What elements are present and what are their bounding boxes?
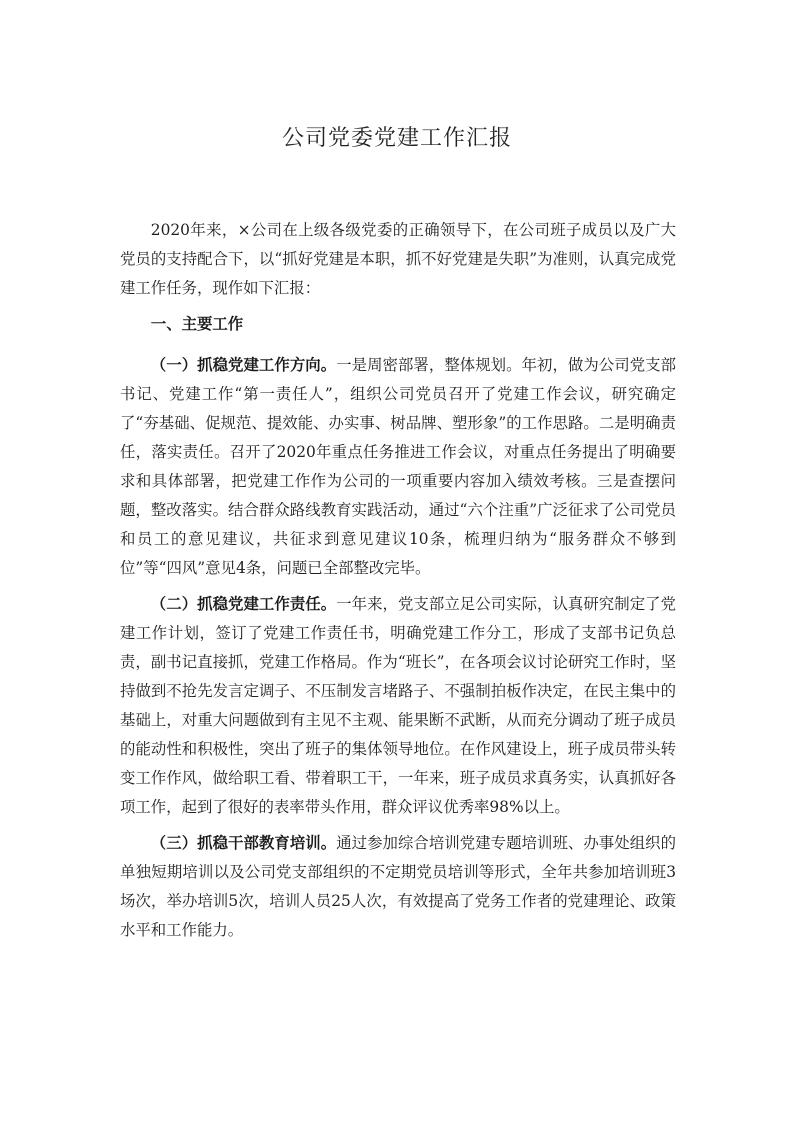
item-paragraph-3	[120, 829, 676, 945]
item-text-3: 通过参加综合培训党建专题培训班、办事处组织的单独短期培训以及公司党支部组织的不定期党员培训等形式，全年共参加培训班3场次，举办培训5次，培训人员25人次，有效提高了党务工作者的党建理论、政策水平和工作能力。	[120, 834, 676, 939]
section-heading: 一、主要工作	[150, 315, 244, 333]
item-title-3: （三）抓稳干部教育培训。	[150, 834, 337, 852]
item-paragraph-1	[120, 351, 676, 583]
document-title: 公司党委党建工作汇报	[281, 126, 512, 151]
item-title-2: （二）抓稳党建工作责任。	[150, 595, 337, 613]
document-body	[120, 216, 676, 952]
intro-paragraph: 2020年来，×公司在上级各级党委的正确领导下，在公司班子成员以及广大党员的支持配合下，以“抓好党建是本职，抓不好党建是失职”为准则，认真完成党建工作任务，现作如下汇报：	[120, 221, 676, 297]
item-title-1: （一）抓稳党建工作方向。	[150, 356, 337, 374]
item-text-1: 一是周密部署，整体规划。年初，做为公司党支部书记、党建工作“第一责任人”，组织公司党员召开了党建工作会议，研究确定了“夯基础、促规范、提效能、办实事、树品牌、塑形象”的工作思路。二是明确责任，落实责任。召开了2020年重点任务推进工作会议，对重点任务提出了明确要求和具体部署，把党建工作作为公司的一项重要内容加入绩效考核。三是查摆问题，整改落实。结合群众路线教育实践活动，通过“六个注重”广泛征求了公司党员和员工的意见建议，共征求到意见建议10条，梳理归纳为“服务群众不够到位”等“四风”意见4条，问题已全部整改完毕。	[120, 356, 676, 577]
item-paragraph-2	[120, 590, 676, 822]
item-text-2: 一年来，党支部立足公司实际，认真研究制定了党建工作计划，签订了党建工作责任书，明确党建工作分工，形成了支部书记负总责，副书记直接抓，党建工作格局。作为“班长”，在各项会议讨论研究工作时，坚持做到不抢先发言定调子、不压制发言堵路子、不强制拍板作决定，在民主集中的基础上，对重大问题做到有主见不主观、能果断不武断，从而充分调动了班子成员的能动性和积极性，突出了班子的集体领导地位。在作风建设上，班子成员带头转变工作作风，做给职工看、带着职工干，一年来，班子成员求真务实，认真抓好各项工作，起到了很好的表率带头作用，群众评议优秀率98%以上。	[120, 595, 676, 816]
